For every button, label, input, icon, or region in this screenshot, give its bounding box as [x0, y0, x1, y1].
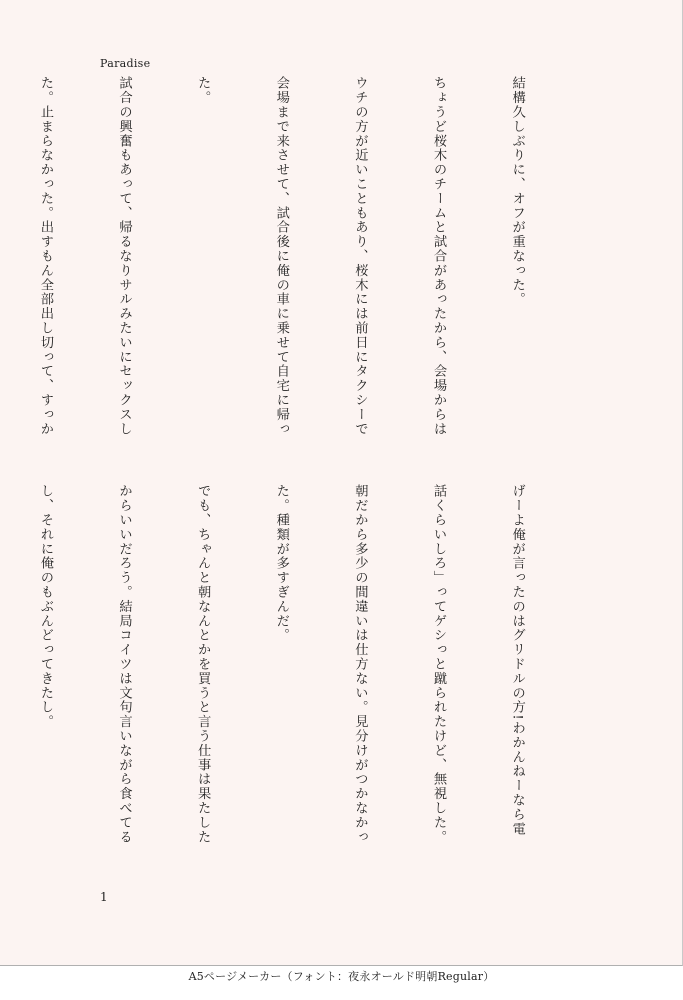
text-line: ちょうど桜木のチームと試合があったから、会場からは — [430, 76, 446, 436]
text-line: でも、ちゃんと朝なんとかを買うと言う仕事は果たした — [195, 484, 211, 844]
text-line: 試合の興奮もあって、帰るなりサルみたいにセックスし — [116, 76, 132, 436]
page-number: 1 — [100, 890, 108, 904]
text-line: ウチの方が近いこともあり、桜木には前日にタクシーで — [352, 76, 368, 436]
header-title: Paradise — [100, 57, 151, 70]
text-block-top — [37, 76, 582, 476]
text-line: からいいだろう。結局コイツは文句言いながら食べてる — [116, 484, 132, 844]
text-line: た。止まらなかった。出すもん全部出し切って、すっか — [37, 76, 53, 436]
text-line: 会場まで来させて、試合後に俺の車に乗せて自宅に帰っ — [273, 76, 289, 436]
text-line: 朝だから多少の間違いは仕方ない。見分けがつかなかっ — [352, 484, 368, 844]
text-line: げーよ俺が言ったのはグリドルの方!わかんねーなら電 — [509, 484, 525, 837]
text-line: し、それに俺のもぶんどってきたし。 — [37, 484, 53, 729]
footer-caption: A5ページメーカー（フォント：夜永オールド明朝Regular） — [188, 970, 495, 983]
text-line: 結構久しぶりに、オフが重なった。 — [509, 76, 525, 307]
text-line: 話くらいしろ」ってゲシっと蹴られたけど、無視した。 — [430, 484, 446, 844]
text-line: た。 — [195, 76, 211, 105]
text-line: た。種類が多すぎんだ。 — [273, 484, 289, 643]
text-block-bottom — [37, 484, 582, 884]
